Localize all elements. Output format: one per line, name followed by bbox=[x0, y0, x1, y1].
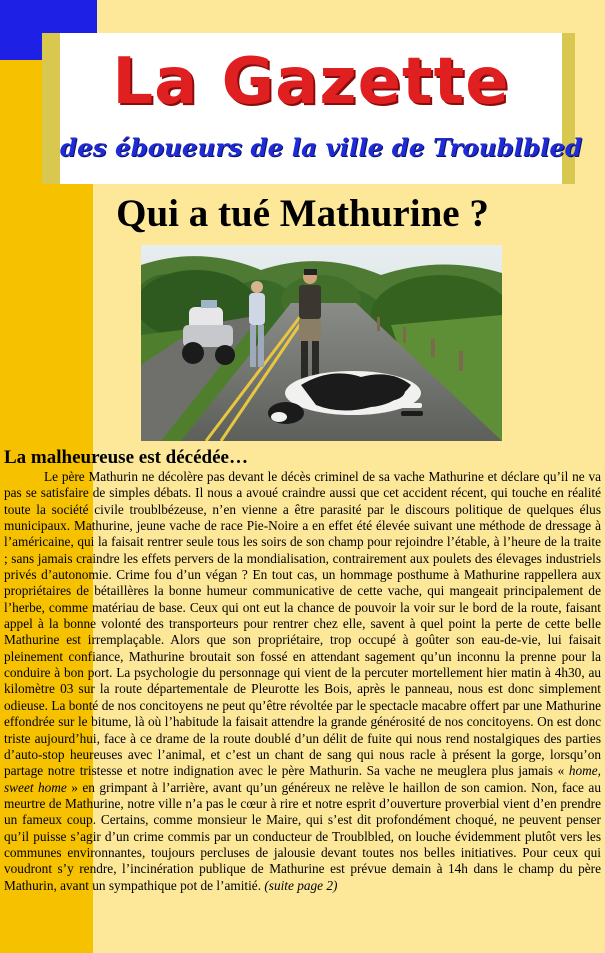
article-body bbox=[4, 469, 601, 894]
headline: Qui a tué Mathurine ? bbox=[116, 192, 489, 235]
continued-note: (suite page 2) bbox=[264, 877, 338, 893]
quote-text: home, sweet home bbox=[4, 763, 601, 795]
masthead bbox=[60, 33, 583, 184]
article-subheading: La malheureuse est décédée… bbox=[4, 447, 248, 468]
newspaper-subtitle: des éboueurs de la ville de Troublbled bbox=[60, 133, 583, 162]
article-text-part1: Le père Mathurin ne décolère pas devant le décès criminel de sa vache Mathurine et déclare qu’il ne va pas se satisfaire de simples débats. Il nous a avoué craindre aussi que cet accident récent, qui touche en réalité toute la société civile troublbézeuse, n’en vienne a être parasité par le discours politique de quelques élus municipaux. Mathurine, jeune vache de race Pie-Noire a en effet été élevée suivant une méthode de dressage à l’américaine, qui la faisait rentrer seule tous les soirs de son champ pour rejoindre l’étable, à l’heure de la traite ; sans jamais craindre les effets pervers de la mondialisation, contrairement aux poulets des élevages industriels privés d’autonomie. Crime fou d’un végan ? En tout cas, un hommage posthume à Mathurine rappellera aux propriétaires de bétaillères la bonne humeur communicative de cette vache, qui mangeait principalement de l’herbe, comme matériau de base. Ceux qui ont eut la chance de pouvoir la voir sur le bord de la route, faisant appel à la bonne volonté des transporteurs pour rentrer chez elle, savent à quel point la perte de cette belle Mathurine est irremplaçable. Alors que son propriétaire, trop occupé à goûter son eau-de-vie, lui faisait pleinement confiance, Mathurine broutait son fossé en attendant sagement qu’un inconnu la prenne pour la conduire à bon port. La psychologie du personnage qui vient de la percuter mortellement hier matin à 4h30, au kilomètre 03 sur la route départementale de Pleurotte les Bois, après le panneau, nous est donc simplement odieuse. La bonté de nos concitoyens ne peut qu’être révoltée par le spectacle macabre offert par une Mathurine effondrée sur le bitume, là où l’habitude la faisait attendre la grande générosité de nos concitoyens. On est donc triste aujourd’hui, face à ce drame de la route doublé d’un délit de fuite qui nous rend nostalgiques des parties d’auto-stop heureuses avec l’animal, et c’est un chant de sang qui nous racle à présent la gorge, lorsqu’on partage notre tristesse et notre indignation avec le père Mathurin. Sa vache ne meuglera plus jamais « bbox=[4, 469, 601, 779]
article-photo bbox=[141, 245, 502, 441]
newspaper-title: La Gazette bbox=[112, 45, 510, 119]
article-text-part2: » en grimpant à l’arrière, avant qu’un généreux ne relève le haillon de son camion. Non, face au meurtre de Mathurine, notre ville n’a pas le cœur à rire et notre esprit d’ouverture proverbial vient d’en prendre un fameux coup. Certains, comme monsieur le Maire, qui s’est dit profondément choqué, ne peuvent penser qu’il puisse s’agir d’un crime commis par un conducteur de Troublbled, on louche évidemment plutôt vers les communes environnantes, toujours percluses de jalousie devant toutes nos belles initiatives. Pour ceux qui voudront s’y rendre, l’incinération publique de Mathurine est prévue demain à 14h dans le champ du père Mathurin, avant un sympathique pot de l’amitié. bbox=[4, 779, 601, 893]
